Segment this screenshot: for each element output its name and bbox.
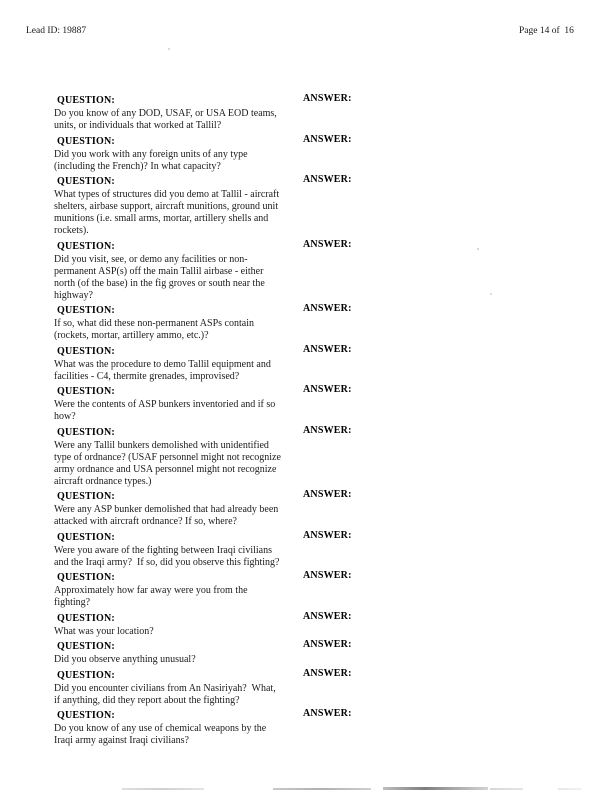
question-text-line: fighting? [54,597,91,608]
question-text-line: Did you observe anything unusual? [54,654,196,665]
scan-smudge [122,788,204,790]
qa-block-header-row [54,530,384,542]
question-label: QUESTION: [57,669,115,681]
lead-id-text: Lead ID: 19887 [26,26,87,36]
question-text-line: (rockets, mortar, artillery ammo, etc.)? [54,330,209,341]
question-label: QUESTION: [57,345,115,357]
question-label: QUESTION: [57,612,115,624]
question-text-line: units, or individuals that worked at Tallil? [54,120,222,131]
question-text [54,545,384,569]
question-text-line: permanent ASP(s) off the main Tallil airbase - either [54,265,264,277]
scan-speck [168,48,170,50]
question-label: QUESTION: [57,531,115,543]
qa-block [54,489,384,528]
question-text [54,149,384,173]
qa-block [54,174,384,237]
qa-block [54,639,384,666]
question-text-line: What was the procedure to demo Tallil equipment and [54,358,271,370]
qa-block [54,239,384,302]
question-text-line: What was your location? [54,625,154,637]
question-text-line: (including the French)? In what capacity? [54,160,221,172]
question-label: QUESTION: [57,710,115,721]
qa-block-header-row [54,668,384,680]
qa-block [54,134,384,173]
question-label: QUESTION: [57,240,115,252]
question-label: QUESTION: [57,95,115,106]
answer-label: ANSWER: [303,93,352,104]
question-text-line: munitions (i.e. small arms, mortar, artillery shells and [54,213,269,224]
qa-block-header-row [54,303,384,315]
question-text-line: rockets). [54,225,89,236]
question-text-line: Were any ASP bunker demolished that had already been [54,504,279,515]
question-label: QUESTION: [57,491,115,502]
question-text-line: Were any Tallil bunkers demolished with unidentified [54,439,269,451]
scan-speck [490,293,492,295]
qa-block-header-row [54,708,384,720]
qa-block-header-row [54,639,384,651]
qa-block [54,611,384,638]
scan-speck [477,248,479,250]
qa-block [54,344,384,383]
question-text-line: Were you aware of the fighting between Iraqi civilians [54,544,272,556]
question-text-line: Approximately how far away were you from the [54,585,248,596]
answer-label: ANSWER: [303,667,352,679]
qa-block [54,93,384,132]
answer-label: ANSWER: [303,424,352,436]
question-text-line: and the Iraqi army? If so, did you observe this fighting? [54,556,280,568]
question-label: QUESTION: [57,572,115,583]
answer-label: ANSWER: [303,238,352,250]
answer-label: ANSWER: [303,610,352,622]
question-label: QUESTION: [57,426,115,438]
qa-block [54,570,384,609]
question-text [54,359,384,383]
question-text [54,585,384,609]
scan-smudge [273,788,371,790]
answer-label: ANSWER: [303,529,352,541]
question-label: QUESTION: [57,386,115,397]
answer-label: ANSWER: [303,174,352,185]
question-text [54,318,384,342]
question-text [54,189,384,237]
qa-block [54,530,384,569]
question-label: QUESTION: [57,641,115,652]
question-text [54,723,384,747]
answer-label: ANSWER: [303,303,352,314]
question-text-line: if anything, did they report about the fighting? [54,694,240,706]
answer-label: ANSWER: [303,489,352,500]
qa-block-header-row [54,489,384,501]
qa-block-header-row [54,239,384,251]
answer-label: ANSWER: [303,343,352,355]
question-text [54,440,384,488]
answer-label: ANSWER: [303,133,352,145]
qa-list [54,93,384,749]
qa-block-header-row [54,174,384,186]
question-text-line: Iraqi army against Iraqi civilians? [54,735,189,746]
question-text-line: Did you work with any foreign units of any type [54,148,248,160]
question-label: QUESTION: [57,176,115,187]
qa-block [54,425,384,488]
question-text-line: type of ordnance? (USAF personnel might not recognize [54,451,281,463]
page-number-text: Page 14 of 16 [519,26,574,36]
question-text-line: shelters, airbase support, aircraft munitions, ground unit [54,201,279,212]
question-text-line: What types of structures did you demo at Tallil - aircraft [54,189,280,200]
answer-label: ANSWER: [303,639,352,650]
question-text-line: Did you visit, see, or demo any facilities or non- [54,253,248,265]
qa-block [54,303,384,342]
question-text-line: army ordnance and USA personnel might not recognize [54,463,277,475]
question-text [54,654,384,666]
question-text-line: aircraft ordnance types.) [54,475,152,487]
qa-block-header-row [54,384,384,396]
question-text [54,626,384,638]
question-text [54,683,384,707]
answer-label: ANSWER: [303,570,352,581]
question-text-line: If so, what did these non-permanent ASPs contain [54,318,254,329]
qa-block-header-row [54,425,384,437]
qa-block-header-row [54,134,384,146]
question-text-line: facilities - C4, thermite grenades, improvised? [54,370,240,382]
question-text-line: Did you encounter civilians from An Nasiriyah? What, [54,682,276,694]
question-text [54,108,384,132]
question-text-line: attacked with aircraft ordnance? If so, where? [54,516,237,527]
qa-block-header-row [54,344,384,356]
question-label: QUESTION: [57,135,115,147]
qa-block [54,384,384,423]
question-text-line: highway? [54,289,93,301]
qa-block [54,708,384,747]
question-text-line: how? [54,411,76,422]
scan-smudge [490,788,523,790]
question-text [54,254,384,302]
qa-block [54,668,384,707]
question-text [54,504,384,528]
qa-block-header-row [54,570,384,582]
qa-block-header-row [54,93,384,105]
question-text-line: Do you know of any use of chemical weapons by the [54,723,267,734]
question-label: QUESTION: [57,305,115,316]
question-text-line: north (of the base) in the fig groves or south near the [54,277,265,289]
answer-label: ANSWER: [303,708,352,719]
scan-smudge [558,788,582,790]
answer-label: ANSWER: [303,384,352,395]
question-text-line: Do you know of any DOD, USAF, or USA EOD teams, [54,108,277,119]
qa-block-header-row [54,611,384,623]
question-text [54,399,384,423]
question-text-line: Were the contents of ASP bunkers inventoried and if so [54,399,276,410]
scan-smudge [383,787,488,790]
